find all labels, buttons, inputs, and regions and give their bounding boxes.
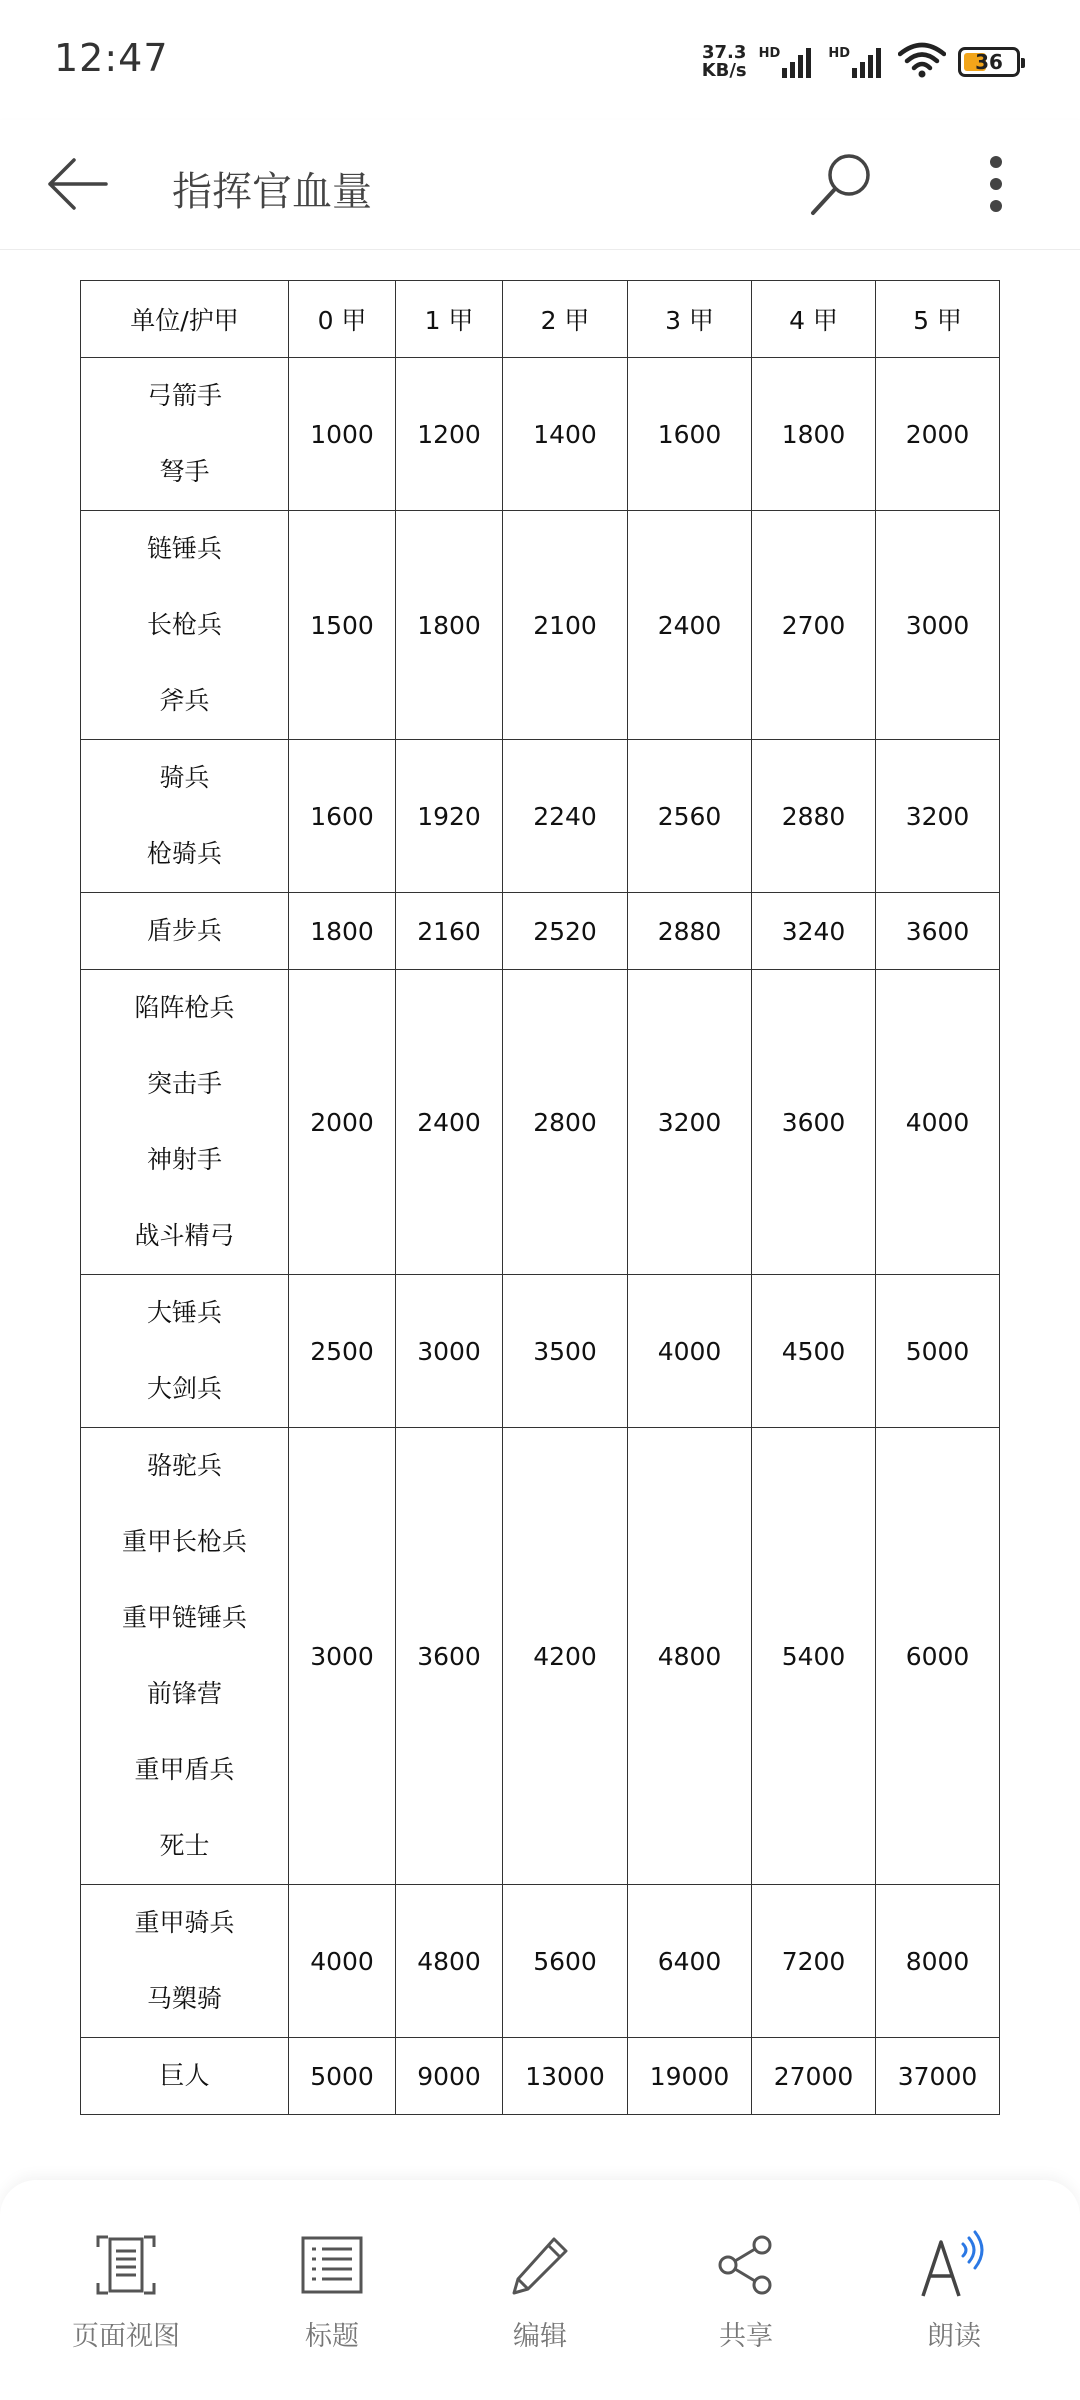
read-aloud-label: 朗读	[927, 2321, 981, 2352]
app-bar	[0, 120, 1080, 250]
hp-value-cell: 1800	[396, 511, 503, 740]
hp-value-cell: 1600	[289, 740, 396, 893]
arrow-left-icon	[44, 156, 108, 212]
hp-value-cell: 1500	[289, 511, 396, 740]
battery-level: 36	[975, 50, 1003, 74]
table-row	[81, 358, 1000, 511]
hp-value-cell: 5400	[752, 1428, 876, 1885]
status-time: 12:47	[54, 36, 169, 80]
hp-value-cell: 2880	[752, 740, 876, 893]
table-row	[81, 2038, 1000, 2115]
unit-cell	[81, 1885, 289, 2038]
hp-value-cell: 37000	[876, 2038, 1000, 2115]
share-button[interactable]	[646, 2230, 846, 2370]
hp-value-cell: 3240	[752, 893, 876, 970]
read-aloud-icon	[919, 2230, 989, 2300]
page-view-label: 页面视图	[72, 2321, 180, 2352]
unit-name: 弓箭手	[146, 381, 222, 410]
document-content[interactable]	[0, 250, 1080, 2180]
unit-name: 突击手	[146, 1069, 222, 1098]
hp-value-cell: 2520	[503, 893, 628, 970]
search-button[interactable]	[800, 142, 884, 226]
hp-value-cell: 2800	[503, 970, 628, 1275]
hp-value-cell: 4500	[752, 1275, 876, 1428]
hp-value-cell: 2500	[289, 1275, 396, 1428]
hp-value-cell: 1200	[396, 358, 503, 511]
headings-list-icon	[300, 2235, 364, 2295]
unit-name: 长枪兵	[146, 610, 222, 639]
cell-signal-2-icon	[828, 46, 886, 78]
table-row	[81, 1885, 1000, 2038]
header-armor-1: 1 甲	[396, 281, 503, 358]
headings-button[interactable]	[232, 2230, 432, 2370]
hp-armor-table	[80, 280, 1000, 2115]
hp-value-cell: 19000	[628, 2038, 752, 2115]
hp-value-cell: 5600	[503, 1885, 628, 2038]
share-icon	[714, 2233, 778, 2297]
table-header-row	[81, 281, 1000, 358]
hp-value-cell: 3600	[752, 970, 876, 1275]
unit-name: 陷阵枪兵	[134, 993, 235, 1022]
page-title: 指挥官血量	[172, 169, 372, 215]
unit-cell	[81, 2038, 289, 2115]
hp-value-cell: 4200	[503, 1428, 628, 1885]
hp-value-cell: 4000	[628, 1275, 752, 1428]
unit-name: 巨人	[159, 2061, 210, 2090]
hp-value-cell: 13000	[503, 2038, 628, 2115]
unit-name: 死士	[159, 1831, 210, 1860]
hp-value-cell: 1400	[503, 358, 628, 511]
network-speed-value: 37.3	[701, 42, 747, 63]
hp-value-cell: 2400	[396, 970, 503, 1275]
unit-name: 枪骑兵	[146, 839, 222, 868]
back-button[interactable]	[36, 144, 116, 224]
unit-cell	[81, 511, 289, 740]
table-row	[81, 511, 1000, 740]
page-view-button[interactable]	[26, 2230, 226, 2370]
hp-value-cell: 2700	[752, 511, 876, 740]
edit-button[interactable]	[440, 2230, 640, 2370]
unit-name: 前锋营	[146, 1679, 222, 1708]
pencil-icon	[508, 2233, 572, 2297]
hp-value-cell: 7200	[752, 1885, 876, 2038]
hp-value-cell: 2000	[876, 358, 1000, 511]
unit-name: 斧兵	[159, 686, 210, 715]
hp-value-cell: 2240	[503, 740, 628, 893]
hp-value-cell: 2880	[628, 893, 752, 970]
more-options-button[interactable]	[964, 142, 1028, 226]
unit-cell	[81, 970, 289, 1275]
hp-value-cell: 4000	[289, 1885, 396, 2038]
header-armor-5: 5 甲	[876, 281, 1000, 358]
unit-name: 战斗精弓	[134, 1221, 235, 1250]
unit-name: 盾步兵	[146, 916, 222, 945]
hp-value-cell: 3000	[396, 1275, 503, 1428]
unit-cell	[81, 1275, 289, 1428]
hp-value-cell: 3200	[628, 970, 752, 1275]
cell-signal-1-icon	[759, 46, 817, 78]
read-aloud-button[interactable]	[854, 2230, 1054, 2370]
status-icons	[702, 40, 1020, 84]
unit-name: 神射手	[146, 1145, 222, 1174]
hp-value-cell: 2400	[628, 511, 752, 740]
hp-value-cell: 3500	[503, 1275, 628, 1428]
edit-label: 编辑	[513, 2321, 567, 2352]
unit-name: 重甲长枪兵	[121, 1527, 247, 1556]
unit-name: 马槊骑	[146, 1984, 222, 2013]
hp-value-cell: 9000	[396, 2038, 503, 2115]
unit-name: 大剑兵	[146, 1374, 222, 1403]
hp-value-cell: 27000	[752, 2038, 876, 2115]
header-armor-0: 0 甲	[289, 281, 396, 358]
hp-value-cell: 5000	[289, 2038, 396, 2115]
hp-value-cell: 5000	[876, 1275, 1000, 1428]
more-vertical-icon	[986, 154, 1006, 214]
share-label: 共享	[719, 2321, 773, 2352]
table-row	[81, 1428, 1000, 1885]
unit-cell	[81, 893, 289, 970]
hp-value-cell: 4800	[628, 1428, 752, 1885]
unit-name: 大锤兵	[146, 1298, 222, 1327]
hp-value-cell: 6400	[628, 1885, 752, 2038]
hp-value-cell: 4000	[876, 970, 1000, 1275]
bottom-toolbar	[0, 2180, 1080, 2400]
unit-cell	[81, 1428, 289, 1885]
hp-value-cell: 2100	[503, 511, 628, 740]
unit-cell	[81, 740, 289, 893]
hp-value-cell: 6000	[876, 1428, 1000, 1885]
hp-value-cell: 2160	[396, 893, 503, 970]
unit-name: 重甲骑兵	[134, 1908, 235, 1937]
table-row	[81, 893, 1000, 970]
hp-value-cell: 1800	[289, 893, 396, 970]
wifi-icon	[898, 42, 946, 82]
unit-cell	[81, 358, 289, 511]
status-bar	[0, 0, 1080, 120]
table-body	[81, 358, 1000, 2115]
unit-name: 重甲链锤兵	[121, 1603, 247, 1632]
hp-value-cell: 3000	[876, 511, 1000, 740]
signal-1-hd-label: HD	[758, 46, 781, 61]
hp-value-cell: 2000	[289, 970, 396, 1275]
hp-value-cell: 3600	[876, 893, 1000, 970]
header-unit-armor: 单位/护甲	[81, 281, 289, 358]
unit-name: 链锤兵	[146, 534, 222, 563]
table-row	[81, 1275, 1000, 1428]
network-speed-unit: KB/s	[701, 60, 747, 81]
header-armor-2: 2 甲	[503, 281, 628, 358]
header-armor-4: 4 甲	[752, 281, 876, 358]
unit-name: 弩手	[159, 457, 210, 486]
unit-name: 骆驼兵	[146, 1451, 222, 1480]
page-view-icon	[94, 2233, 158, 2297]
table-row	[81, 970, 1000, 1275]
hp-value-cell: 3200	[876, 740, 1000, 893]
hp-value-cell: 2560	[628, 740, 752, 893]
hp-value-cell: 1000	[289, 358, 396, 511]
network-speed	[702, 44, 747, 80]
unit-name: 重甲盾兵	[134, 1755, 235, 1784]
hp-value-cell: 3000	[289, 1428, 396, 1885]
search-icon	[807, 149, 877, 219]
signal-2-hd-label: HD	[828, 46, 850, 61]
hp-value-cell: 8000	[876, 1885, 1000, 2038]
table-row	[81, 740, 1000, 893]
hp-value-cell: 4800	[396, 1885, 503, 2038]
hp-value-cell: 1920	[396, 740, 503, 893]
battery-icon	[958, 47, 1020, 77]
headings-label: 标题	[305, 2321, 359, 2352]
hp-value-cell: 1800	[752, 358, 876, 511]
header-armor-3: 3 甲	[628, 281, 752, 358]
unit-name: 骑兵	[159, 763, 210, 792]
hp-value-cell: 3600	[396, 1428, 503, 1885]
hp-value-cell: 1600	[628, 358, 752, 511]
